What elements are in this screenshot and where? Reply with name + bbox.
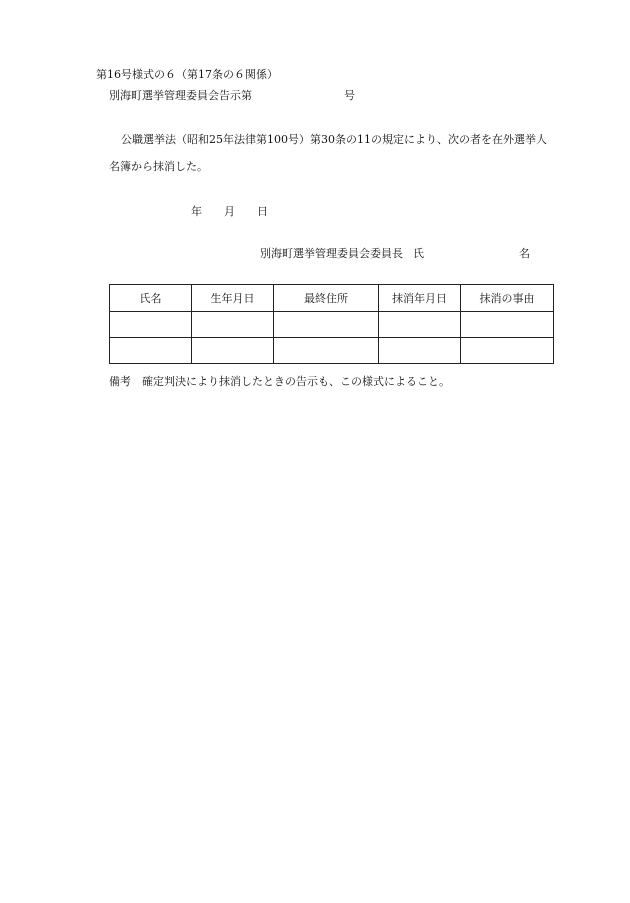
signature-line xyxy=(260,248,530,259)
given-name-label: 名 xyxy=(519,247,530,260)
header-last-address: 最終住所 xyxy=(274,285,379,312)
header-name: 氏名 xyxy=(110,285,192,312)
notice-title: 別海町選挙管理委員会告示第 xyxy=(109,89,252,102)
date-year-label: 年 xyxy=(191,205,202,218)
table-cell xyxy=(274,312,379,338)
table-cell xyxy=(274,338,379,364)
date-line xyxy=(191,206,268,217)
remarks-label: 備考 xyxy=(109,375,131,388)
notice-number-line xyxy=(109,90,355,101)
table-cell xyxy=(192,338,274,364)
table-cell xyxy=(379,338,461,364)
removal-record-table xyxy=(109,284,554,364)
remarks-text: 確定判決により抹消したときの告示も、この様式によること。 xyxy=(142,375,450,388)
table-row xyxy=(110,312,554,338)
body-text-line-1: 公職選挙法（昭和25年法律第100号）第30条の11の規定により、次の者を在外選挙人 xyxy=(121,133,547,146)
header-removal-reason: 抹消の事由 xyxy=(461,285,554,312)
date-day-label: 日 xyxy=(257,205,268,218)
table-cell xyxy=(110,312,192,338)
table-cell xyxy=(110,338,192,364)
date-month-label: 月 xyxy=(224,205,235,218)
header-removal-date: 抹消年月日 xyxy=(379,285,461,312)
remarks-line xyxy=(109,376,450,387)
table-cell xyxy=(461,312,554,338)
table-cell xyxy=(192,312,274,338)
table-row xyxy=(110,338,554,364)
table-header-row xyxy=(110,285,554,312)
header-birth-date: 生年月日 xyxy=(192,285,274,312)
table-cell xyxy=(379,312,461,338)
notice-suffix: 号 xyxy=(344,89,355,102)
table-cell xyxy=(461,338,554,364)
signatory-title: 別海町選挙管理委員会委員長 xyxy=(260,247,403,260)
body-text-line-2: 名簿から抹消した。 xyxy=(109,160,208,173)
surname-label: 氏 xyxy=(413,247,424,260)
form-number: 第16号様式の６（第17条の６関係） xyxy=(96,68,278,81)
